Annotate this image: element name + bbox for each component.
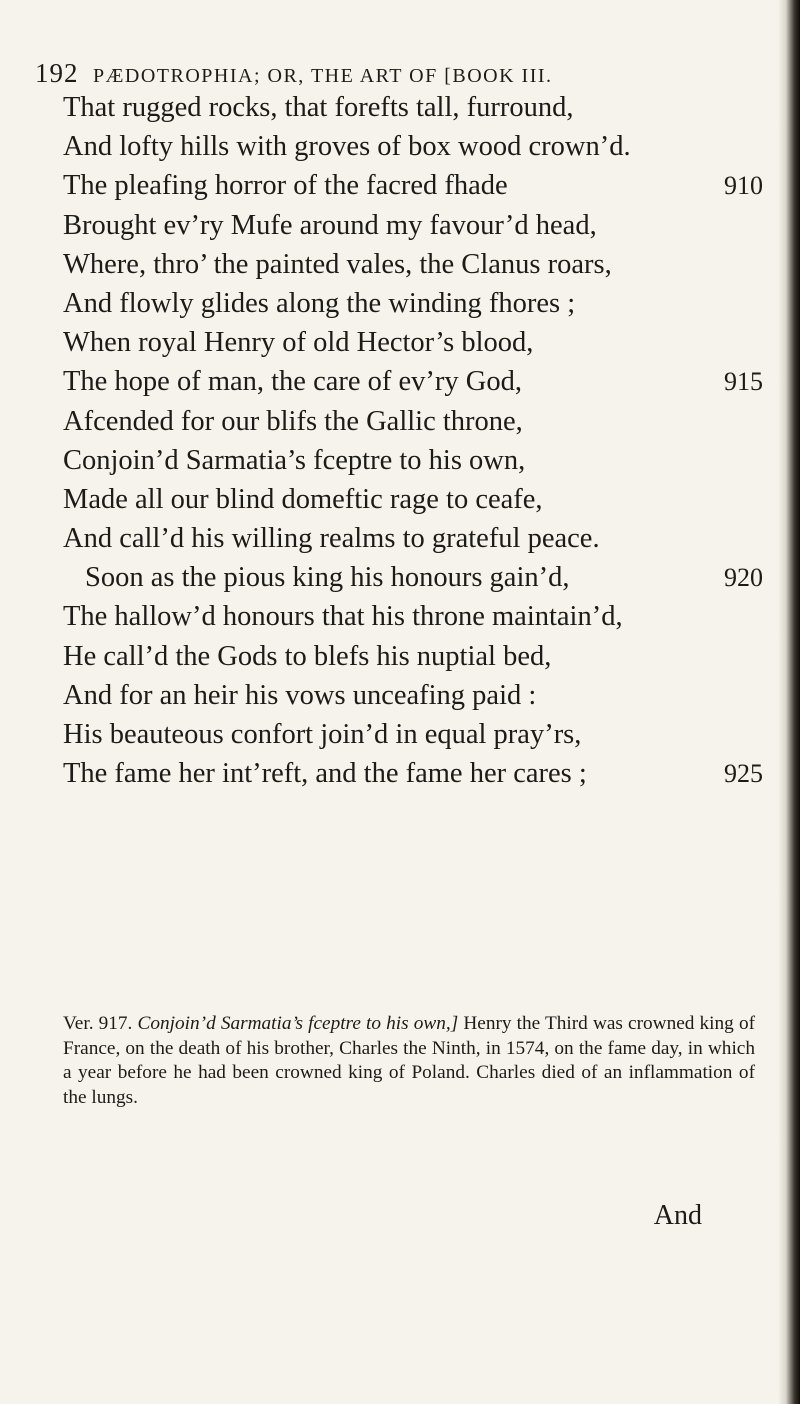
running-head <box>35 58 775 89</box>
verse-line <box>63 402 763 441</box>
verse-text: The fame her int’reft, and the fame her cares ; <box>63 758 587 790</box>
verse-text: That rugged rocks, that forefts tall, furround, <box>63 92 574 123</box>
line-number: 920 <box>724 563 763 593</box>
verse-text: And lofty hills with groves of box wood crown’d. <box>63 131 631 163</box>
verse-line <box>63 676 763 715</box>
footnote-body: Henry the Third was crowned king of France, on the death of his brother, Charles the Ninth, in 1574, on the fame day, in which a year before he had been crowned king of Poland. Charles died of an inflammation of the lungs. <box>63 1013 755 1108</box>
verse-block <box>63 88 763 793</box>
verse-text: When royal Henry of old Hector’s blood, <box>63 327 534 359</box>
verse-line <box>63 558 763 597</box>
footnote-reference: Ver. 917. <box>63 1013 133 1034</box>
verse-text: And flowly glides along the winding fhores ; <box>63 287 576 319</box>
page-number: 192 <box>35 58 79 88</box>
verse-line <box>63 754 763 793</box>
verse-line <box>63 245 763 284</box>
binding-edge-shadow <box>778 0 800 1404</box>
verse-line <box>63 166 763 205</box>
verse-text: Made all our blind domeftic rage to ceafe, <box>63 483 543 515</box>
verse-text: The hallow’d honours that his throne maintain’d, <box>63 601 623 633</box>
verse-text: The hope of man, the care of ev’ry God, <box>63 366 522 398</box>
verse-text: And call’d his willing realms to grateful peace. <box>63 523 600 555</box>
verse-text: Soon as the pious king his honours gain’d, <box>85 562 570 594</box>
line-number: 910 <box>724 171 763 201</box>
verse-text: Brought ev’ry Mufe around my favour’d head, <box>63 209 597 241</box>
verse-line <box>63 597 763 636</box>
line-number: 915 <box>724 367 763 397</box>
verse-line <box>63 323 763 362</box>
catchword: And <box>653 1200 702 1231</box>
verse-line <box>63 88 763 127</box>
verse-line <box>63 127 763 166</box>
footnote-lemma: Conjoin’d Sarmatia’s fceptre to his own,] <box>137 1013 459 1034</box>
verse-text: And for an heir his vows unceafing paid : <box>63 679 537 711</box>
verse-line <box>63 284 763 323</box>
verse-text: Afcended for our blifs the Gallic throne, <box>63 405 523 437</box>
verse-line <box>63 519 763 558</box>
verse-text: Where, thro’ the painted vales, the Clanus roars, <box>63 248 612 280</box>
footnote <box>63 1012 755 1110</box>
verse-line <box>63 362 763 401</box>
verse-line <box>63 441 763 480</box>
verse-line <box>63 715 763 754</box>
verse-text: Conjoin’d Sarmatia’s fceptre to his own, <box>63 444 526 476</box>
verse-line <box>63 206 763 245</box>
verse-line <box>63 637 763 676</box>
verse-text: He call’d the Gods to blefs his nuptial bed, <box>63 640 552 672</box>
verse-line <box>63 480 763 519</box>
verse-text: His beauteous confort join’d in equal pray’rs, <box>63 719 582 750</box>
running-head-title: PÆDOTROPHIA; OR, THE ART OF [BOOK III. <box>93 65 553 87</box>
verse-text: The pleafing horror of the facred fhade <box>63 170 508 202</box>
line-number: 925 <box>724 759 763 789</box>
